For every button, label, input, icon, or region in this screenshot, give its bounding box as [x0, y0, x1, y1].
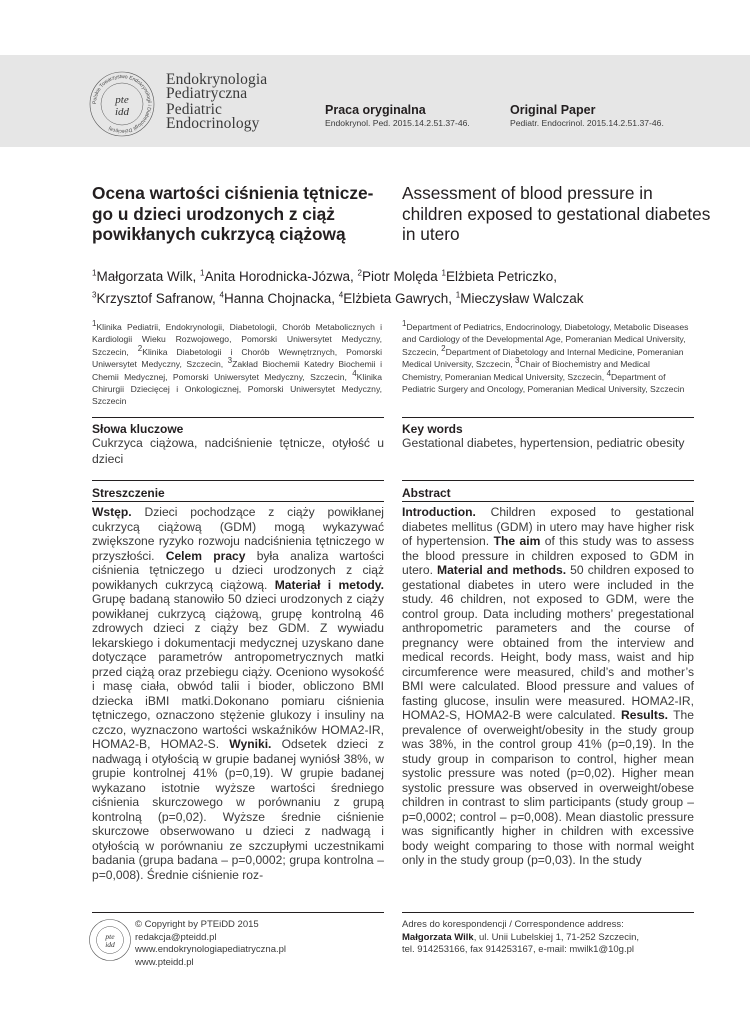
divider [92, 501, 384, 502]
abstract-section-text: The prevalence of overweight/obesity in the study group was 38%, in the control group 41% (p=0,19). In the study group in comparison to control, higher mean systolic pressure was noted (p=0,02). Higher mean systolic pressure was observed in overweight/obese children in contrast to slim participants (study group – p=0,0002; control – p=0,008). Mean diastolic pressure was significantly higher in children with excessive body weight comparing to those with normal weight only in the study group (p=0,03). In the study [402, 708, 694, 867]
affiliation-marker: 3 [515, 356, 520, 366]
correspondence-name: Małgorzata Wilk [402, 931, 474, 943]
pteidd-footer-logo-icon [88, 918, 132, 962]
citation-pl: Endokrynol. Ped. 2015.14.2.51.37-46. [325, 118, 470, 128]
affiliation-text: Department of Diabetology and Internal Medicine, Pomeranian Medical University, Szczecin, [402, 346, 684, 370]
affiliation-text: Chair of Biochemistry and Medical Chemistry, Pomeranian Medical University, Szczecin, [402, 359, 650, 382]
svg-text:pte: pte [115, 94, 129, 106]
abstract-en [402, 505, 694, 868]
affiliation-marker: 4 [338, 290, 344, 300]
header-en [510, 103, 664, 129]
authors-line-2 [92, 288, 712, 310]
svg-text:idd: idd [114, 106, 130, 118]
abstract-section-label: Introduction. [402, 505, 476, 519]
paper-type-en: Original Paper [510, 103, 596, 117]
authors [92, 266, 712, 310]
journal-name-en-1: Pediatric [166, 101, 222, 118]
affiliation-marker: 2 [441, 343, 446, 353]
citation-en: Pediatr. Endocrinol. 2015.14.2.51.37-46. [510, 118, 664, 128]
affiliation-text: Zakład Biochemii Katedry Biochemii i Chemii Medycznej, Pomorski Uniwersytet Medyczny, Szczecin, [92, 359, 382, 382]
abstract-section-text: Dzieci pochodzące z ciąży powikłanej cukrzycą ciążową (GDM) mogą wykazywać zwiększone ryzyko rozwoju nadciśnienia tętniczego w przyszłości. [92, 505, 384, 563]
keywords-heading-en: Key words [402, 422, 463, 436]
abstract-heading-en: Abstract [402, 486, 451, 500]
divider [92, 912, 384, 913]
affiliation-marker: 1 [92, 268, 97, 278]
affiliation-marker: 3 [227, 356, 233, 366]
abstract-section-text: była analiza wartości ciśnienia tętniczego u dzieci urodzonych z ciąż powikłanych cukrzycą ciążową. [92, 548, 384, 592]
abstract-section-label: Wstęp. [92, 505, 132, 519]
abstract-section-label: Results. [620, 708, 669, 722]
affiliation-marker: 1 [455, 290, 461, 300]
affiliation-text: Klinika Chirurgii Dziecięcej i Onkologicznej, Pomorski Uniwersytet Medyczny, Szczecin [92, 371, 382, 407]
journal-name [166, 73, 267, 130]
affiliations-en [402, 321, 692, 395]
affiliation-marker: 4 [352, 368, 357, 378]
publisher-email[interactable]: redakcja@pteidd.pl [135, 931, 217, 943]
journal-name-en-2: Endocrinology [166, 114, 260, 132]
pteidd-logo-icon [88, 70, 156, 138]
author-name: Anita Horodnicka-Józwa, [204, 269, 358, 284]
svg-text:pte: pte [105, 932, 115, 941]
abstract-pl [92, 505, 384, 882]
affiliation-marker: 1 [199, 268, 205, 278]
abstract-section-label: Material and methods. [437, 563, 567, 577]
author-name: Hanna Chojnacka, [223, 291, 339, 306]
affiliation-text: Klinika Diabetologii i Chorób Wewnętrznych, Pomorski Uniwersytet Medyczny, Szczecin, [92, 346, 382, 370]
keywords-heading-pl: Słowa kluczowe [92, 422, 184, 436]
authors-line-1 [92, 266, 712, 288]
affiliation-text: Department of Pediatric Surgery and Oncology, Pomeranian Medical University, Szczecin [402, 371, 685, 395]
publisher-site-link[interactable]: www.endokrynologiapediatryczna.pl [135, 944, 287, 956]
affiliation-marker: 2 [357, 268, 362, 278]
correspondence-label: Adres do korespondencji / Correspondence address: [402, 919, 624, 930]
header-pl [325, 103, 470, 129]
affiliation-marker: 3 [92, 290, 97, 300]
journal-name-pl-1: Endokrynologia [166, 71, 268, 88]
affiliations-pl [92, 321, 382, 408]
title-pl: Ocena wartości ciśnienia tętnicze-go u dzieci urodzonych z ciąż powikłanych cukrzycą ciążową [92, 183, 374, 244]
logo-ring-text: Polskie Towarzystwo Endokrynologii i Diabetologii Dziecięcej [91, 73, 153, 135]
affiliation-marker: 1 [402, 319, 407, 329]
divider [92, 417, 384, 418]
correspondence-contact: tel. 914253166, fax 914253167, e-mail: mwilk1@10g.pl [402, 944, 634, 956]
abstract-section-label: Celem pracy [165, 548, 246, 563]
abstract-section-text: Grupę badaną stanowiło 50 dzieci urodzonych z ciąży powikłanej cukrzycą ciążową, grupę kontrolną 46 zdrowych dzieci z ciąży bez GDM. Z wywiadu lekarskiego i dokumentacji medycznej uzyskano dane dotyczące parametrów antropometrycznych matki przed ciążą oraz przebiegu ciąży. Oceniono wysokość i masę ciała, obwód talii i bioder, obliczono BMI dziecka iBMI matki.Dokonano pomiaru ciśnienia tętniczego, oznaczono stężenie glukozy i insuliny na czczo, wyznaczono wartości wskaźników HOMA2-IR, HOMA2-B, HOMA2-S. [92, 592, 384, 751]
affiliation-marker: 1 [441, 268, 446, 278]
author-name: Elżbieta Gawrych, [343, 291, 456, 306]
author-name: Krzysztof Safranow, [96, 291, 220, 306]
author-name: Mieczysław Walczak [460, 291, 584, 306]
divider [92, 480, 384, 481]
journal-header [0, 55, 750, 147]
copyright: © Copyright by PTEiDD 2015 [135, 919, 259, 930]
society-site-link[interactable]: www.pteidd.pl [135, 957, 194, 969]
author-name: Piotr Molęda [361, 269, 442, 284]
affiliation-text: Department of Pediatrics, Endocrinology, Diabetology, Metabolic Diseases and Cardiology of the Developmental Age, Pomeranian Medical University, Szczecin, [402, 322, 689, 357]
affiliation-marker: 4 [219, 290, 224, 300]
correspondence [402, 919, 639, 957]
abstract-heading-pl: Streszczenie [92, 486, 165, 500]
author-name: Małgorzata Wilk, [96, 269, 200, 284]
keywords-pl: Cukrzyca ciążowa, nadciśnienie tętnicze, otyłość u dzieci [92, 436, 384, 466]
abstract-section-label: The aim [493, 534, 541, 548]
abstract-section-label: Wyniki. [229, 737, 272, 751]
affiliation-marker: 4 [606, 368, 612, 378]
abstract-section-label: Materiał i metody. [274, 577, 384, 592]
correspondence-address [402, 932, 639, 945]
affiliation-marker: 1 [92, 319, 97, 329]
correspondence-street: , ul. Unii Lubelskiej 1, 71-252 Szczecin, [473, 931, 639, 943]
abstract-section-text: of this study was to assess the blood pressure in children exposed to GDM in utero. [402, 534, 694, 577]
affiliation-text: Klinika Pediatrii, Endokrynologii, Diabetologii, Chorób Metabolicznych i Kardiologii Wieku Rozwojowego, Pomorski Uniwersytet Medyczny, Szczecin, [92, 322, 382, 357]
footer-publisher [135, 919, 286, 970]
abstract-section-text: Odsetek dzieci z nadwagą i otyłością w grupie badanej wyniósł 38%, w grupie kontrolnej 41% (p=0,19). W grupie badanej wykazano istotnie wyższe wartości średniego ciśnienia skurczowego w porównaniu z grupą kontrolną (p=0,02). Wyższe średnie ciśnienie skurczowe obserwowano u dzieci z nadwagą i otyłością w porównaniu ze szczupłymi uczestnikami badania (grupa badana – p=0,0002; grupa kontrolna – p=0,008). Średnie ciśnienie roz- [92, 737, 384, 882]
divider [402, 912, 694, 913]
affiliation-marker: 2 [137, 343, 143, 353]
divider [402, 501, 694, 502]
journal-name-pl-2: Pediatryczna [166, 84, 248, 102]
divider [402, 417, 694, 418]
keywords-en: Gestational diabetes, hypertension, pediatric obesity [402, 436, 685, 450]
divider [402, 480, 694, 481]
svg-text:idd: idd [105, 940, 115, 949]
author-name: Elżbieta Petriczko, [445, 269, 558, 284]
abstract-section-text: Children exposed to gestational diabetes mellitus (GDM) in utero may have higher risk of hypertension. [402, 505, 694, 548]
paper-type-pl: Praca oryginalna [325, 103, 426, 117]
title-en: Assessment of blood pressure in children exposed to gestational diabetes in utero [402, 183, 711, 244]
abstract-section-text: 50 children exposed to gestational diabetes in utero were included in the study. 46 children, not exposed to GDM, were the control group. Data including mothers’ pregestational anthropometric parameters and the course of pregnancy were obtained from the interview and medical records. Height, body mass, waist and hip circumference were measured, child’s and mother’s BMI were calculated. Blood pressure and values of fasting glucose, insulin were measured. HOMA2-IR, HOMA2-S, HOMA2-B were calculated. [402, 563, 694, 722]
